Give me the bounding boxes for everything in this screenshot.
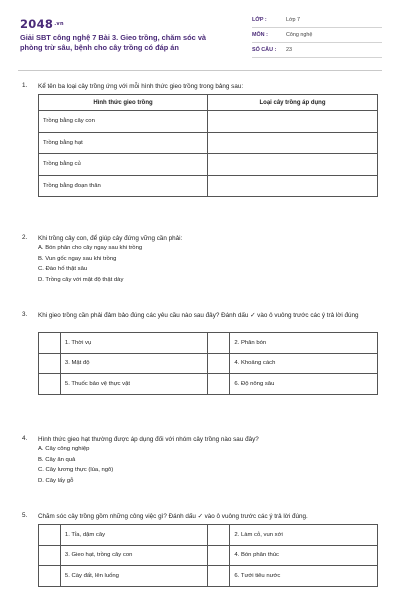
checkbox[interactable] (208, 353, 230, 374)
page-title: Giải SBT công nghệ 7 Bài 3. Gieo trồng, chăm sóc và phòng trừ sâu, bệnh cho cây trồng có đáp án (20, 33, 207, 52)
checkbox-table (38, 524, 378, 587)
meta-value: Lớp 7 (286, 17, 301, 23)
meta-key: MÔN : (252, 32, 268, 38)
meta-row-class (252, 13, 382, 28)
table-row (39, 566, 378, 587)
table-cell: Trồng bằng củ (39, 154, 208, 176)
table-row (39, 353, 378, 374)
table-row (39, 333, 378, 354)
checkbox[interactable] (39, 374, 61, 395)
meta-info (252, 13, 382, 58)
meta-row-count (252, 43, 382, 58)
table-cell: 3. Mật độ (60, 353, 208, 374)
question-text: Khi trồng cây con, để giúp cây đứng vững cần phải: (38, 235, 183, 242)
checkbox[interactable] (39, 566, 61, 587)
answer-cell[interactable] (208, 175, 378, 197)
table-cell: Trồng bằng hạt (39, 132, 208, 154)
meta-key: SỐ CÂU : (252, 47, 277, 53)
meta-key: LỚP : (252, 17, 267, 23)
option-item[interactable]: D. Cây lấy gỗ (38, 477, 74, 484)
table-header: Loại cây trồng áp dụng (208, 95, 378, 111)
table-row (39, 175, 378, 197)
table-cell: Trồng bằng cây con (39, 111, 208, 133)
table-row (39, 525, 378, 546)
checkbox[interactable] (39, 525, 61, 546)
option-item[interactable]: C. Cây lương thực (lúa, ngô) (38, 467, 114, 473)
page-header (0, 0, 400, 62)
checkbox[interactable] (39, 545, 61, 566)
table-cell: 5. Thuốc bảo vệ thực vật (60, 374, 208, 395)
question-number: 2. (22, 234, 28, 241)
logo-text: 2048 (20, 17, 54, 31)
logo-suffix: .vn (54, 21, 64, 27)
table-row (39, 374, 378, 395)
site-logo[interactable] (20, 17, 64, 31)
table-cell: 6. Tưới tiêu nước (230, 566, 378, 587)
table-header: Hình thức gieo trồng (39, 95, 208, 111)
table-cell: 3. Gieo hạt, trồng cây con (60, 545, 208, 566)
meta-row-subject (252, 28, 382, 43)
meta-value: 23 (286, 47, 292, 53)
option-item[interactable]: A. Bón phân cho cây ngay sau khi trồng (38, 245, 143, 251)
question-number: 3. (22, 311, 28, 318)
table-cell: 1. Tỉa, dặm cây (60, 525, 208, 546)
question-number: 4. (22, 435, 28, 442)
question-number: 1. (22, 82, 28, 89)
table-cell: 5. Cày đất, lên luống (60, 566, 208, 587)
table-row (39, 545, 378, 566)
question-text: Khi gieo trồng cần phải đảm bảo đúng các yêu cầu nào sau đây? Đánh dấu ✓ vào ô vuông trước các ý trả lời đúng (38, 312, 359, 319)
table-cell: 4. Bón phân thúc (230, 545, 378, 566)
table-row (39, 132, 378, 154)
table-cell: 4. Khoảng cách (230, 353, 378, 374)
header-divider (18, 70, 382, 71)
table-cell: 2. Làm cỏ, vun xới (230, 525, 378, 546)
table-row (39, 111, 378, 133)
meta-value: Công nghệ (286, 32, 313, 38)
checkbox[interactable] (39, 353, 61, 374)
option-item[interactable]: B. Vun gốc ngay sau khi trồng (38, 255, 117, 262)
table-header-row (39, 95, 378, 111)
checkbox[interactable] (208, 566, 230, 587)
option-item[interactable]: B. Cây ăn quả (38, 456, 76, 463)
answer-cell[interactable] (208, 154, 378, 176)
checkbox[interactable] (208, 374, 230, 395)
option-item[interactable]: C. Đào hố thật sâu (38, 266, 88, 272)
option-list (38, 243, 142, 285)
answer-table (38, 94, 378, 197)
table-row (39, 154, 378, 176)
question-text: Hình thức gieo hạt thường được áp dụng đối với nhóm cây trồng nào sau đây? (38, 436, 259, 443)
answer-cell[interactable] (208, 132, 378, 154)
checkbox[interactable] (208, 525, 230, 546)
question-number: 5. (22, 512, 28, 519)
option-list (38, 444, 113, 486)
answer-cell[interactable] (208, 111, 378, 133)
question-text: Kể tên ba loại cây trồng ứng với mỗi hình thức gieo trồng trong bảng sau: (38, 83, 244, 90)
option-item[interactable]: A. Cây công nghiệp (38, 446, 90, 452)
checkbox-table (38, 332, 378, 395)
question-text: Chăm sóc cây trồng gồm những công việc gì? Đánh dấu ✓ vào ô vuông trước các ý trả lời đúng. (38, 513, 308, 520)
checkbox[interactable] (39, 333, 61, 354)
checkbox[interactable] (208, 333, 230, 354)
option-item[interactable]: D. Trồng cây với mật độ thật dày (38, 276, 124, 283)
table-cell: 1. Thời vụ (60, 333, 208, 354)
table-cell: 2. Phân bón (230, 333, 378, 354)
checkbox[interactable] (208, 545, 230, 566)
table-cell: 6. Độ nông sâu (230, 374, 378, 395)
table-cell: Trồng bằng đoạn thân (39, 175, 208, 197)
